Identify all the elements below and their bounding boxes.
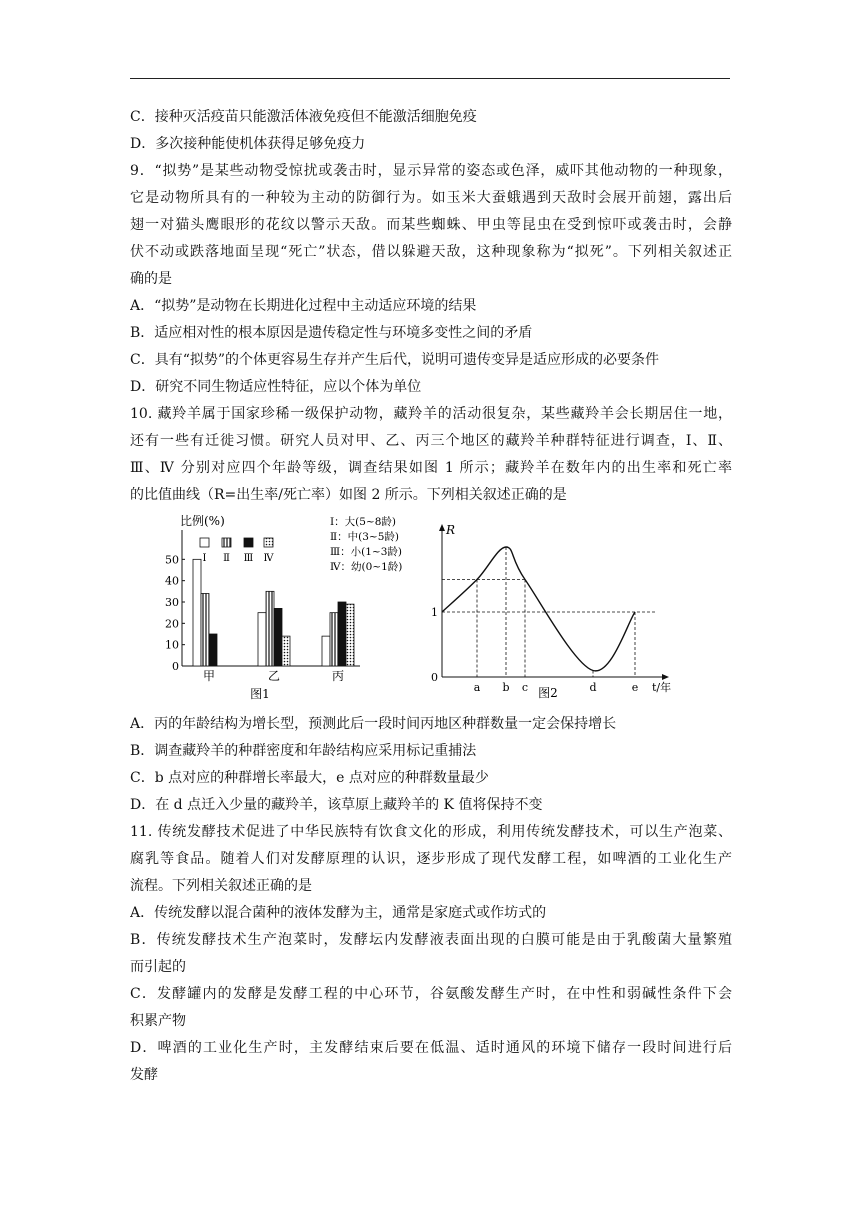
q11-option-c-cont: 积累产物 (130, 1013, 186, 1029)
figure-2-ytick-1: 1 (431, 606, 438, 619)
figure-1-bar (330, 613, 338, 666)
figure-1-bar-chart (160, 513, 420, 703)
q10-option-b: B．调查藏羚羊的种群密度和年龄结构应采用标记重捕法 (130, 743, 477, 759)
figure-2-line-chart (430, 517, 680, 703)
question-9 (130, 158, 732, 401)
figure-1-bar (201, 593, 209, 666)
figure-1-ytick-label: 0 (172, 660, 179, 673)
figure-1-bar (322, 636, 330, 666)
q9-stem-line: 9．“拟势”是某些动物受惊扰或袭击时，显示异常的姿态或色泽，威吓其他动物的一种现象， (130, 163, 732, 179)
q9-stem-line: 伏不动或跌落地面呈现“死亡”状态，借以躲避天敌，这种现象称为“拟死”。下列相关叙述正 (130, 244, 732, 260)
figure-1-legend-swatch (244, 538, 253, 547)
figure-2-point-label: b (502, 681, 510, 694)
figure-1-ytick-label: 40 (165, 574, 179, 588)
figure-1-legend-line: Ⅰ：大(5~8龄) (330, 516, 396, 528)
q10-option-d: D．在 d 点迁入少量的藏羚羊，该草原上藏羚羊的 K 值将保持不变 (130, 797, 543, 813)
q10-stem-line: Ⅲ、Ⅳ 分别对应四个年龄等级，调查结果如图 1 所示；藏羚羊在数年内的出生率和死亡率 (130, 460, 732, 476)
figure-2-caption: 图2 (538, 686, 558, 700)
figure-1-legend-line: Ⅱ：中(3~5龄) (330, 531, 399, 543)
q9-stem-line: 它是动物所具有的一种较为主动的防御行为。如玉米大蚕蛾遇到天敌时会展开前翅，露出后 (130, 190, 732, 206)
figure-1-legend-swatch (264, 538, 273, 547)
figure-1-bar (282, 636, 290, 666)
q9-option-b: B．适应相对性的根本原因是遗传稳定性与环境多变性之间的矛盾 (130, 325, 533, 341)
figure-2-point-label: c (521, 681, 529, 694)
figure-2-point-label: e (631, 681, 639, 694)
figure-1-bar (209, 634, 217, 666)
q10-option-a: A．丙的年龄结构为增长型，预测此后一段时间丙地区种群数量一定会保持增长 (130, 716, 617, 732)
q11-option-b-cont: 而引起的 (130, 959, 186, 975)
q9-option-c: C．具有“拟势”的个体更容易生存并产生后代，说明可遗传变异是适应形成的必要条件 (130, 352, 660, 368)
figure-1-bar (274, 608, 282, 666)
q10-figures (130, 513, 732, 705)
figure-1-bar (193, 559, 201, 666)
question-11 (130, 819, 732, 1089)
q11-option-b: B．传统发酵技术生产泡菜时，发酵坛内发酵液表面出现的白膜可能是由于乳酸菌大量繁殖 (130, 932, 732, 948)
q9-option-a: A．“拟势”是动物在长期进化过程中主动适应环境的结果 (130, 298, 477, 314)
exam-page (130, 104, 732, 1089)
figure-1-ytick-label: 50 (165, 553, 179, 567)
figure-1-category-label: 丙 (331, 669, 345, 683)
figure-1-ytick-label: 20 (165, 617, 179, 631)
q11-stem-line: 流程。下列相关叙述正确的是 (130, 878, 312, 894)
figure-1-category-labels (203, 669, 344, 683)
figure-2-point-label: a (473, 681, 481, 694)
figure-2-plot (431, 523, 671, 694)
q11-option-d: D．啤酒的工业化生产时，主发酵结束后要在低温、适时通风的环境下储存一段时间进行后 (130, 1040, 732, 1056)
figure-1-bars (193, 559, 354, 666)
figure-1-ylabel: 比例(%) (180, 514, 225, 528)
q11-stem-line: 腐乳等食品。随着人们对发酵原理的认识，逐步形成了现代发酵工程，如啤酒的工业化生产 (130, 851, 732, 867)
figure-1-legend-swatch (222, 538, 231, 547)
q10-option-c: C．b 点对应的种群增长率最大，e 点对应的种群数量最少 (130, 770, 489, 786)
figure-1-bar (346, 604, 354, 666)
figure-1-legend-symbol: Ⅱ (223, 553, 230, 564)
header-rule (130, 78, 730, 79)
q10-stem-line: 的比值曲线（R=出生率/死亡率）如图 2 所示。下列相关叙述正确的是 (130, 487, 567, 503)
question-10 (130, 401, 732, 819)
q11-stem-line: 11. 传统发酵技术促进了中华民族特有饮食文化的形成，利用传统发酵技术，可以生产泡菜、 (130, 824, 732, 840)
figure-1-bar (258, 613, 266, 666)
q9-option-d: D．研究不同生物适应性特征，应以个体为单位 (130, 379, 422, 395)
figure-1-legend-symbol: Ⅲ (243, 553, 254, 564)
q8-option-d: D．多次接种能使机体获得足够免疫力 (130, 136, 366, 152)
q8-option-c: C．接种灭活疫苗只能激活体液免疫但不能激活细胞免疫 (130, 109, 477, 125)
q11-option-a: A．传统发酵以混合菌种的液体发酵为主，通常是家庭式或作坊式的 (130, 905, 547, 921)
figure-2-x-arrow (662, 674, 669, 680)
figure-1-legend-swatch (200, 538, 209, 547)
q11-option-c: C．发酵罐内的发酵是发酵工程的中心环节，谷氨酸发酵生产时，在中性和弱碱性条件下会 (130, 986, 732, 1002)
figure-1-category-label: 乙 (267, 669, 281, 683)
figure-1-legend-symbol: Ⅰ (202, 553, 207, 564)
figure-1-ytick-label: 10 (165, 638, 179, 652)
figure-1-legend-line: Ⅳ：幼(0~1龄) (330, 561, 403, 573)
q11-option-d-cont: 发酵 (130, 1067, 158, 1083)
figure-1-legend-symbol: Ⅳ (263, 553, 274, 564)
figure-1-ytick-label: 30 (165, 596, 179, 609)
figure-1-bar (266, 591, 274, 666)
figure-2-y-arrow (439, 524, 445, 531)
figure-2-curve (442, 547, 635, 671)
figure-2-origin: 0 (431, 671, 438, 684)
figure-1-category-label: 甲 (202, 669, 216, 683)
figure-1-bar (338, 602, 346, 666)
figure-2-ylabel: R (446, 523, 456, 537)
q10-stem-line: 10. 藏羚羊属于国家珍稀一级保护动物，藏羚羊的活动很复杂，某些藏羚羊会长期居住一地， (130, 406, 732, 422)
q9-stem-line: 确的是 (130, 271, 172, 287)
figure-2-point-label: d (589, 681, 597, 694)
q9-stem-line: 翅一对猫头鹰眼形的花纹以警示天敌。而某些蜘蛛、甲虫等昆虫在受到惊吓或袭击时，会静 (130, 217, 732, 233)
q10-stem-line: 还有一些有迁徙习惯。研究人员对甲、乙、丙三个地区的藏羚羊种群特征进行调查，Ⅰ、Ⅱ、 (130, 433, 732, 449)
figure-1-legend (200, 515, 402, 573)
figure-2-xlabel: t/年 (652, 681, 672, 694)
figure-1-legend-line: Ⅲ：小(1~3龄) (330, 546, 402, 558)
figure-1-caption: 图1 (250, 687, 270, 701)
